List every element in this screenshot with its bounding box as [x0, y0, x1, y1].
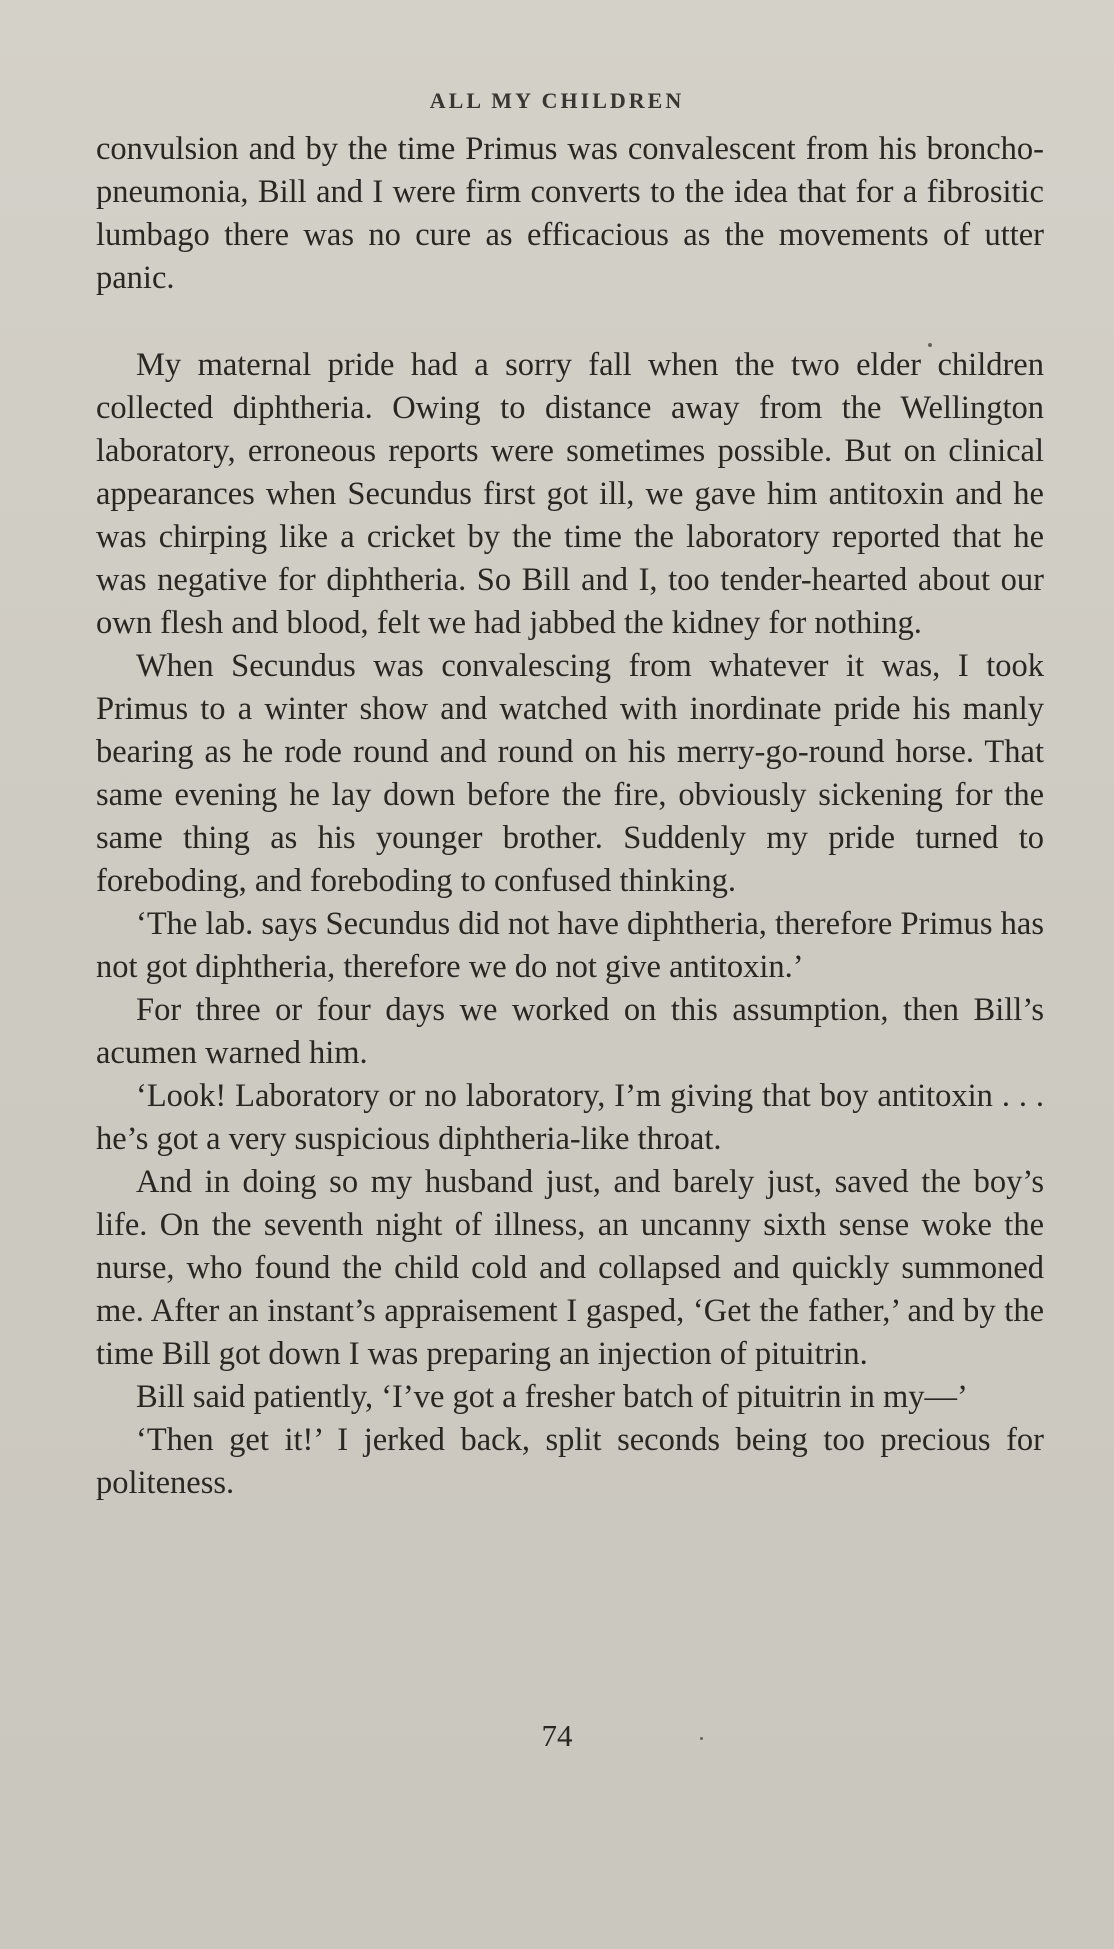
paragraph: Bill said patiently, ‘I’ve got a fresher batch of pituitrin in my—’: [136, 1379, 968, 1415]
body-text: [96, 128, 1044, 1505]
paragraph: ‘Look! Laboratory or no laboratory, I’m giving that boy antitoxin . . . he’s got a very suspicious diphtheria-like throat.: [96, 1078, 1044, 1157]
paper-speck: [928, 343, 932, 347]
paper-speck: [700, 1737, 703, 1740]
paragraph: For three or four days we worked on this assumption, then Bill’s acumen warned him.: [96, 992, 1044, 1071]
paragraph: When Secundus was convalescing from whatever it was, I took Primus to a winter show and watched with inordinate pride his manly bearing as he rode round and round on his merry-go-round horse. That same evening he lay down before the fire, obviously sickening for the same thing as his younger brother. Suddenly my pride turned to foreboding, and foreboding to confused thinking.: [96, 648, 1044, 899]
paragraph: My maternal pride had a sorry fall when the two elder children collected diphtheria. Owing to distance away from the Wellington laboratory, erroneous reports were sometimes possible. But on clinical appearances when Secundus first got ill, we gave him antitoxin and he was chirping like a cricket by the time the laboratory reported that he was negative for diphtheria. So Bill and I, too tender-hearted about our own flesh and blood, felt we had jabbed the kidney for nothing.: [96, 347, 1044, 641]
paragraph: ‘Then get it!’ I jerked back, split seconds being too precious for politeness.: [96, 1422, 1044, 1501]
running-head: ALL MY CHILDREN: [429, 88, 685, 113]
paragraph: convulsion and by the time Primus was convalescent from his broncho-pneumonia, Bill and I were firm converts to the idea that for a fibrositic lumbago there was no cure as efficacious as the movements of utter panic.: [96, 131, 1044, 296]
paragraph: And in doing so my husband just, and barely just, saved the boy’s life. On the seventh night of illness, an uncanny sixth sense woke the nurse, who found the child cold and collapsed and quickly summoned me. After an instant’s appraisement I gasped, ‘Get the father,’ and by the time Bill got down I was preparing an injection of pituitrin.: [96, 1164, 1044, 1372]
paragraph: ‘The lab. says Secundus did not have diphtheria, therefore Primus has not got diphtheria, therefore we do not give antitoxin.’: [96, 906, 1044, 985]
page-number: 74: [541, 1718, 573, 1753]
